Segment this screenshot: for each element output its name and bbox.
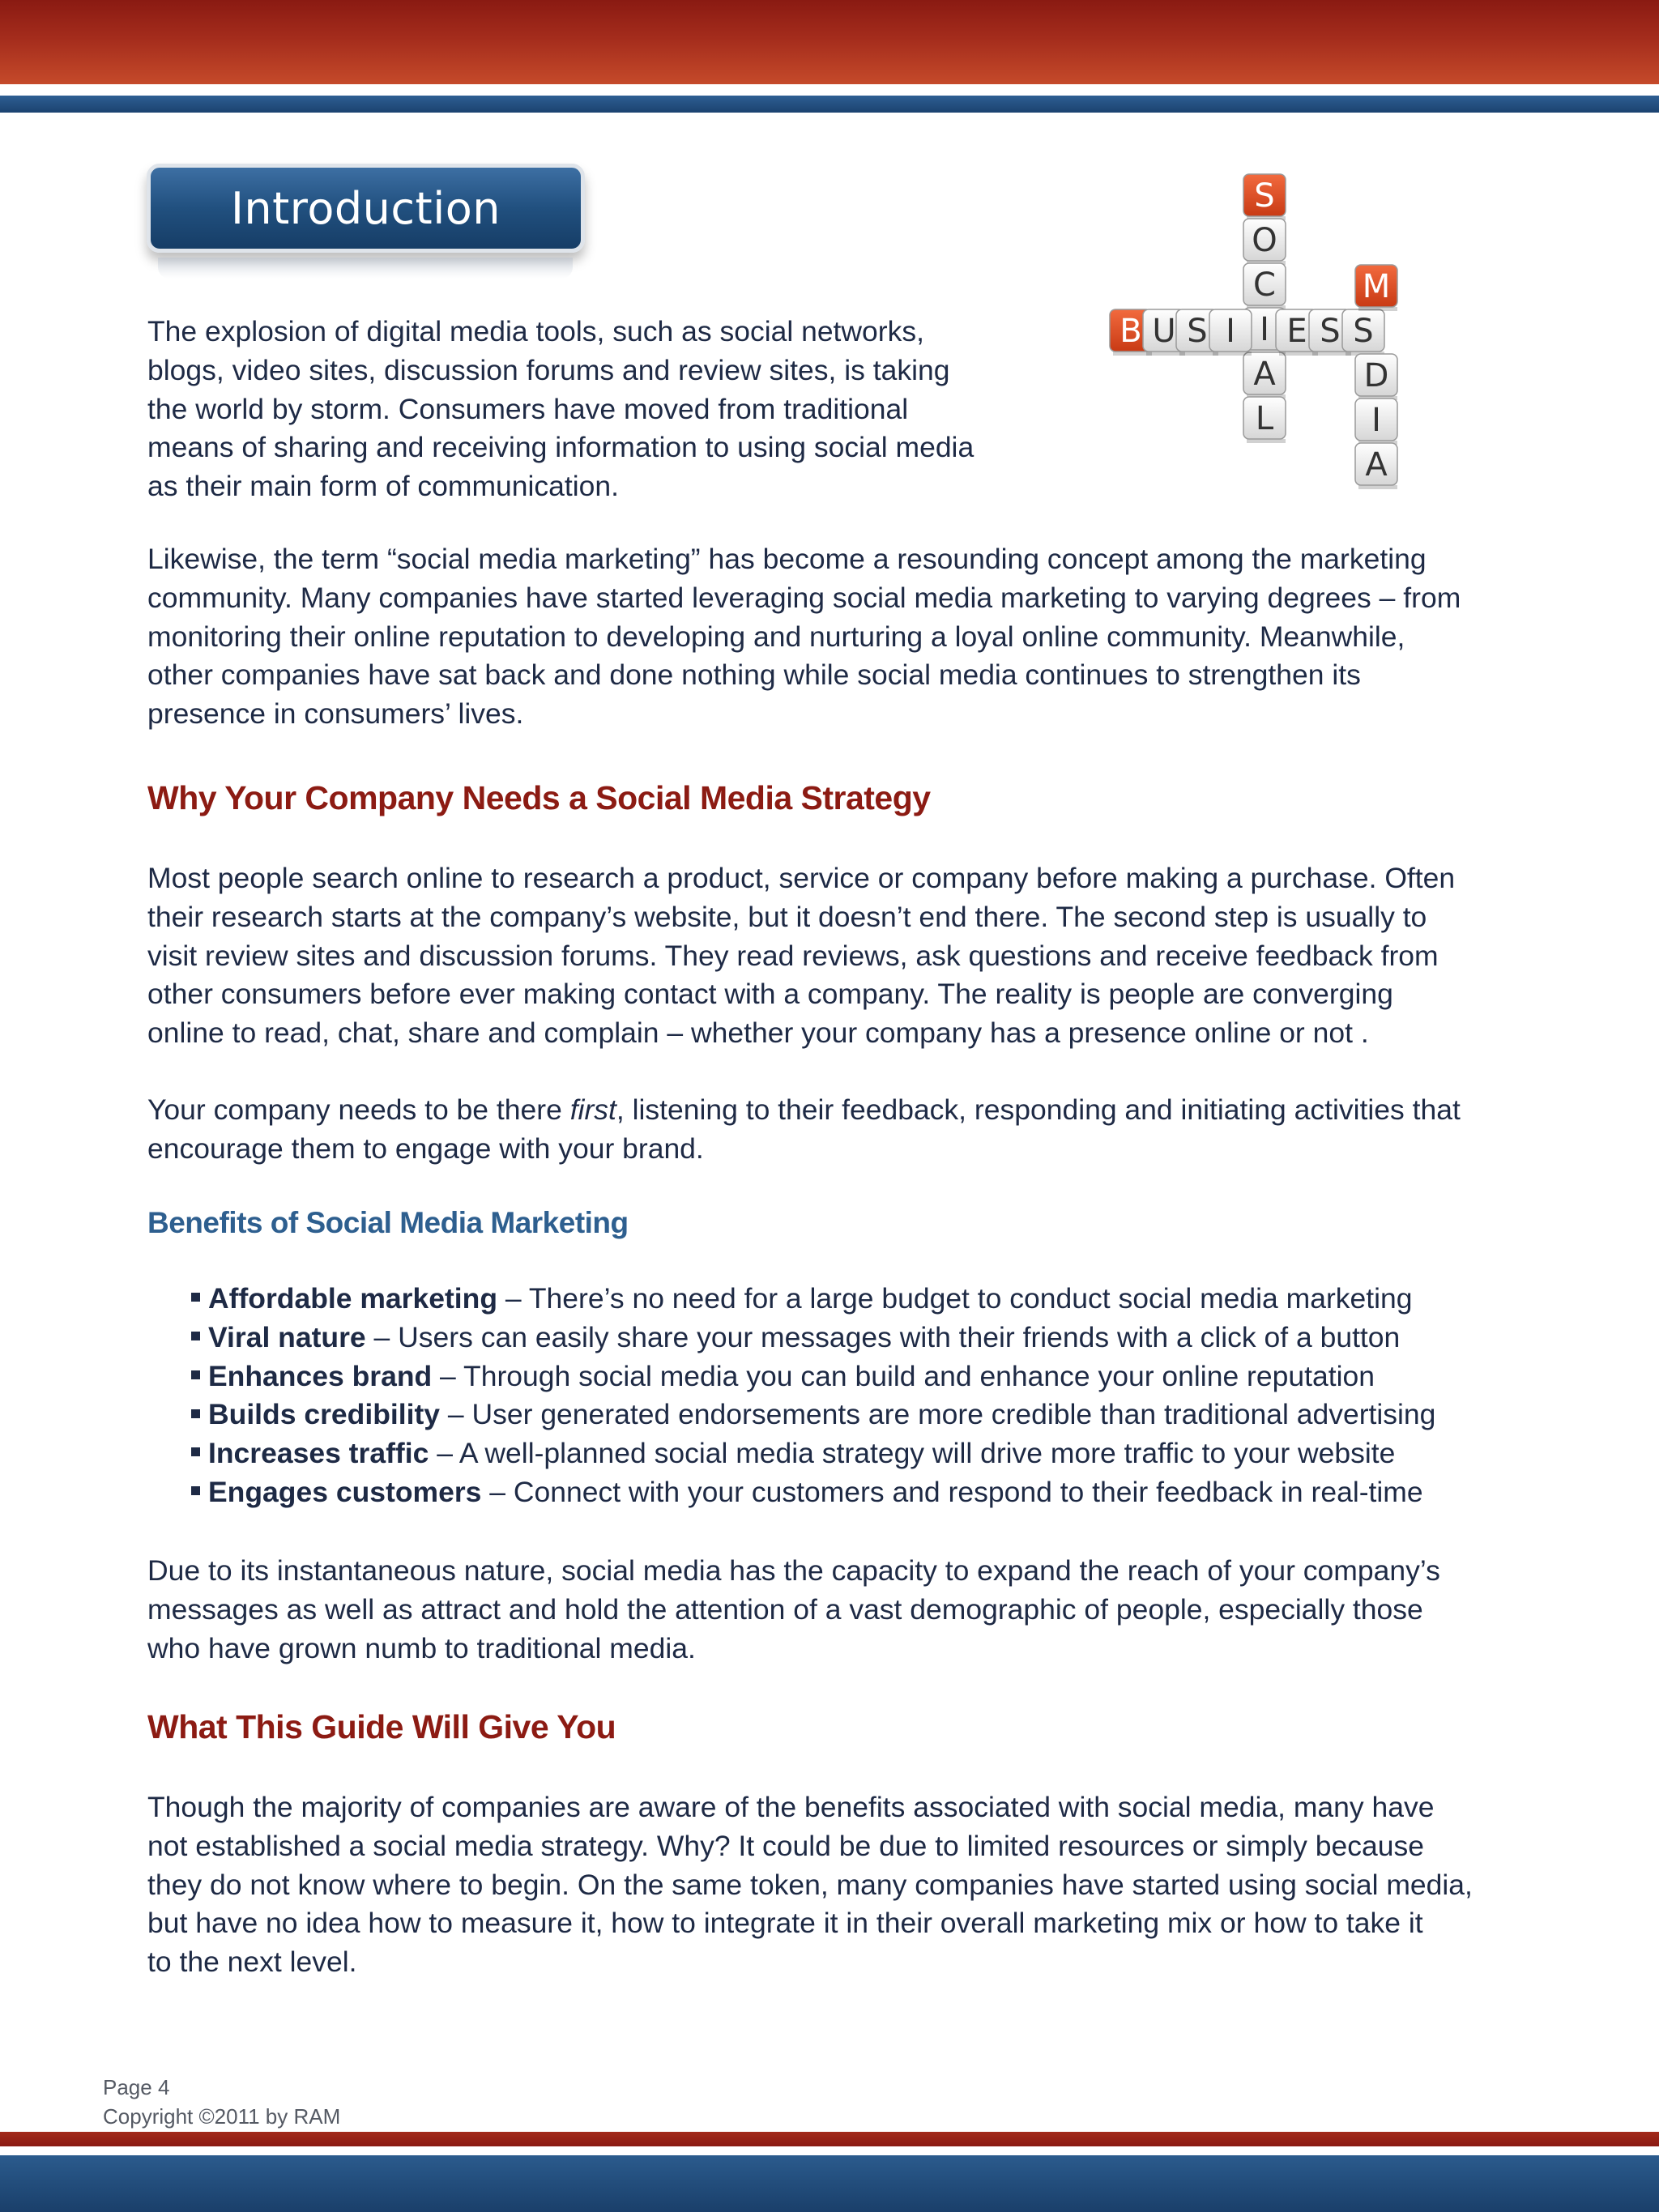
svg-text:S: S (1254, 177, 1275, 215)
paragraph-line: other consumers before ever making contact with a company. The reality is people are converging (147, 978, 1393, 1011)
paragraph-line: Likewise, the term “social media marketing” has become a resounding concept among the marketing (147, 543, 1427, 575)
crossword-letter-tile (1342, 309, 1384, 356)
svg-text:B: B (1120, 313, 1142, 350)
section-badge (147, 164, 585, 253)
guide-paragraph (147, 1788, 1473, 1982)
paragraph-line: Due to its instantaneous nature, social media has the capacity to expand the reach of your company’s (147, 1554, 1440, 1587)
svg-text:O: O (1252, 222, 1277, 259)
business-social-media-crossword-image (1106, 166, 1543, 531)
intro-line: means of sharing and receiving information to using social media (147, 431, 975, 464)
intro-line: The explosion of digital media tools, such as social networks, (147, 315, 924, 347)
header-divider (0, 84, 1659, 96)
heading-why-strategy: Why Your Company Needs a Social Media Strategy (147, 779, 931, 816)
paragraph-line: monitoring their online reputation to developing and nurturing a loyal online community. Meanwhile, (147, 620, 1405, 653)
svg-text:C: C (1253, 266, 1276, 304)
heading-guide: What This Guide Will Give You (147, 1708, 616, 1745)
svg-text:I: I (1371, 402, 1381, 439)
paragraph-line: their research starts at the company’s website, but it doesn’t end there. The second step is usually to (147, 900, 1427, 933)
crossword-letter-tile (1243, 263, 1286, 309)
intro-line: the world by storm. Consumers have moved from traditional (147, 392, 909, 425)
svg-text:S: S (1320, 313, 1341, 350)
benefit-term: Increases traffic (208, 1437, 429, 1470)
svg-text:U: U (1152, 313, 1176, 350)
benefit-description: – Through social media you can build and enhance your online reputation (432, 1359, 1375, 1392)
header-red-band (0, 0, 1659, 84)
benefit-description: – Connect with your customers and respond to their feedback in real-time (481, 1475, 1423, 1508)
intro-line: blogs, video sites, discussion forums and review sites, is taking (147, 353, 950, 386)
section-badge-reflection (158, 258, 573, 279)
crossword-letter-tile (1209, 309, 1252, 356)
crossword-letter-tile (1355, 399, 1397, 445)
crossword-letter-tile (1355, 443, 1397, 489)
instantaneous-paragraph (147, 1552, 1440, 1668)
bullet-square-icon (191, 1486, 200, 1495)
benefit-description: – User generated endorsements are more credible than traditional advertising (440, 1398, 1436, 1431)
svg-text:D: D (1363, 357, 1389, 394)
svg-text:L: L (1255, 400, 1274, 437)
benefit-description: – Users can easily share your messages with their friends with a click of a button (365, 1320, 1401, 1353)
crossword-letter-tile (1355, 265, 1397, 311)
benefit-term: Builds credibility (208, 1398, 441, 1431)
svg-text:S: S (1187, 313, 1208, 350)
svg-text:M: M (1362, 268, 1391, 305)
marketing-paragraph (147, 540, 1461, 734)
paragraph-line (147, 1091, 1461, 1130)
bullet-square-icon (191, 1409, 200, 1418)
be-there-first-paragraph (147, 1091, 1461, 1169)
crossword-letter-tile (1243, 174, 1286, 220)
paragraph-line: other companies have sat back and done nothing while social media continues to strengthen its (147, 658, 1361, 692)
paragraph-line: community. Many companies have started leveraging social media marketing to varying degrees – from (147, 581, 1461, 614)
benefit-term: Engages customers (208, 1475, 482, 1508)
crossword-letter-tile (1243, 397, 1286, 443)
list-item (191, 1280, 1435, 1319)
footer-blue-band (0, 2155, 1659, 2212)
benefit-term: Affordable marketing (208, 1282, 498, 1315)
paragraph-line: encourage them to engage with your brand. (147, 1132, 704, 1165)
paragraph-line: not established a social media strategy. Why? It could be due to limited resources or simply because (147, 1829, 1424, 1862)
svg-text:A: A (1253, 356, 1276, 393)
text-run: , listening to their feedback, responding and initiating activities that (616, 1093, 1461, 1126)
benefit-term: Viral nature (208, 1320, 366, 1353)
svg-text:E: E (1286, 313, 1307, 350)
list-item (191, 1357, 1435, 1396)
list-item (191, 1473, 1435, 1512)
intro-line: as their main form of communication. (147, 470, 620, 503)
svg-text:I: I (1226, 313, 1235, 350)
paragraph-line: presence in consumers’ lives. (147, 697, 524, 731)
svg-text:S: S (1353, 313, 1374, 350)
bullet-square-icon (191, 1293, 200, 1302)
bullet-square-icon (191, 1332, 200, 1340)
paragraph-line: Though the majority of companies are aware of the benefits associated with social media, many have (147, 1791, 1435, 1823)
header-blue-band (0, 96, 1659, 113)
list-item (191, 1319, 1435, 1357)
page-number: Page 4 (103, 2075, 170, 2099)
list-item (191, 1396, 1435, 1434)
emphasis-first: first (569, 1093, 616, 1126)
bullet-square-icon (191, 1370, 200, 1379)
benefit-description: – A well-planned social media strategy will drive more traffic to your website (429, 1437, 1396, 1470)
bullet-square-icon (191, 1447, 200, 1456)
paragraph-line: they do not know where to begin. On the same token, many companies have started using social media, (147, 1868, 1473, 1901)
intro-paragraph (147, 313, 974, 506)
paragraph-line: Most people search online to research a product, service or company before making a purchase. Often (147, 862, 1456, 894)
heading-benefits: Benefits of Social Media Marketing (147, 1206, 629, 1239)
paragraph-line: who have grown numb to traditional media. (147, 1631, 696, 1664)
benefit-term: Enhances brand (208, 1359, 433, 1392)
paragraph-line: but have no idea how to measure it, how to integrate it in their overall marketing mix or how to take it (147, 1907, 1423, 1940)
svg-text:I: I (1260, 311, 1269, 348)
benefit-description: – There’s no need for a large budget to conduct social media marketing (497, 1282, 1413, 1315)
crossword-letter-tile (1243, 352, 1286, 399)
footer-divider (0, 2146, 1659, 2155)
section-badge-label: Introduction (230, 182, 501, 234)
paragraph-line: to the next level. (147, 1946, 357, 1979)
list-item (191, 1434, 1435, 1473)
paragraph-line: visit review sites and discussion forums. They read reviews, ask questions and receive feedback from (147, 939, 1439, 972)
crossword-tiles (1110, 174, 1397, 489)
paragraph-line: messages as well as attract and hold the attention of a vast demographic of people, especially those (147, 1592, 1423, 1626)
copyright-notice: Copyright ©2011 by RAM (103, 2104, 341, 2129)
crossword-letter-tile (1355, 354, 1397, 400)
svg-text:A: A (1365, 446, 1388, 484)
footer-red-band (0, 2132, 1659, 2146)
research-paragraph (147, 859, 1455, 1053)
benefits-list (191, 1280, 1435, 1512)
text-run: Your company needs to be there (147, 1093, 570, 1126)
crossword-letter-tile (1243, 219, 1286, 265)
paragraph-line: online to read, chat, share and complain – whether your company has a presence online or not . (147, 1016, 1369, 1050)
